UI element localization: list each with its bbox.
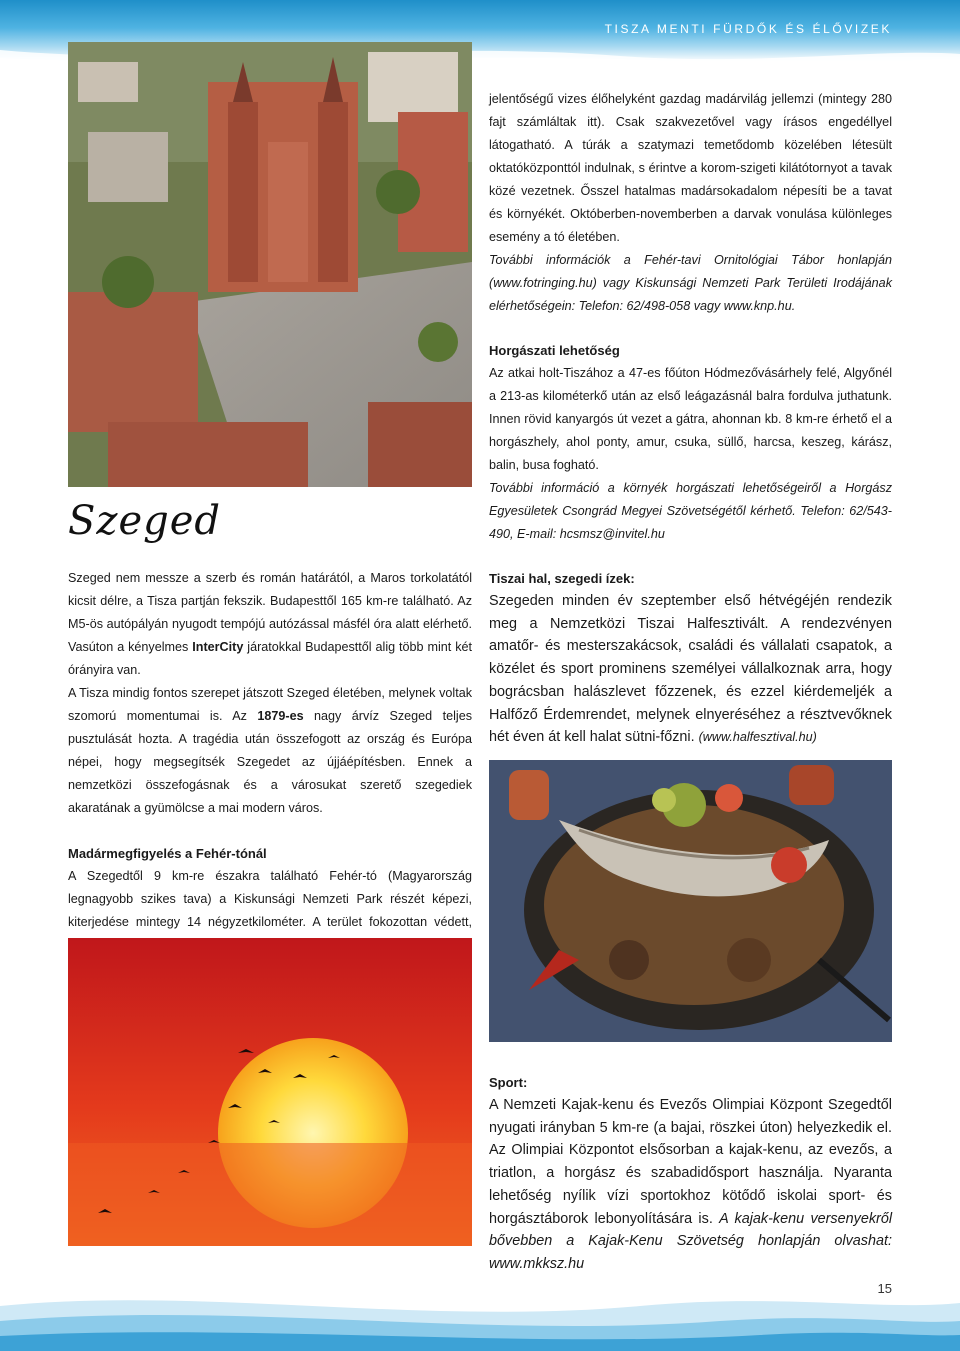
szeged-aerial-photo bbox=[68, 42, 472, 487]
szeged-title: Szeged bbox=[68, 498, 222, 544]
szeged-paragraph-2 bbox=[68, 682, 472, 820]
fishfest-heading: Tiszai hal, szegedi ízek: bbox=[489, 571, 635, 586]
szeged-p1c: járatokkal Budapesttől alig több mint két órányira van. bbox=[68, 640, 472, 677]
fishing-section bbox=[489, 339, 892, 546]
szeged-section bbox=[68, 567, 472, 820]
sport-section bbox=[489, 1071, 892, 1276]
intercity-highlight: InterCity bbox=[192, 640, 244, 654]
fishfest-paragraph bbox=[489, 590, 892, 749]
sport-paragraph bbox=[489, 1094, 892, 1276]
intro-paragraph: jelentőségű vizes élőhelyként gazdag madárvilág jellemzi (mintegy 280 fajt számláltak itt). Csak szakvezetővel vagy írásos engedéllyel látogatható. A túrák a szatymazi temetődomb közelében létesült oktatóközponttól indulnak, s érintve a korom-szigeti kilátótornyot a tavak közé vezetnek. Ősszel hatalmas madársokadalom népesíti be a tavat és környékét. Októberben-novemberben a darvak vonulása különleges esemény a tó életében. bbox=[489, 92, 892, 244]
szeged-p1a: Szeged nem messze a szerb és román határától, a Maros torkolatától kicsit délre, a Tisza partján fekszik. Budapesttől 165 km-re található. Az M5-ös autópályán nyugodt tempójú autózással másfél óra alatt elérhető. Vasúton a kényelmes bbox=[68, 571, 472, 654]
page-number: 15 bbox=[877, 1281, 892, 1296]
fish-dish-photo bbox=[489, 760, 892, 1042]
szeged-paragraph-1 bbox=[68, 567, 472, 682]
fishfest-link[interactable]: (www.halfesztival.hu) bbox=[698, 730, 817, 745]
birds-heading: Madármegfigyelés a Fehér-tónál bbox=[68, 846, 267, 861]
szeged-p2c: nagy árvíz Szeged teljes pusztulását hozta. A tragédia után összefogott az ország és Európa népei, hogy megsegítsék Szegedet az újjáépítésben. Ennek a nemzetközi összefogásnak és a városukat szerető szegediek akaratának a gyümölcse a mai modern város. bbox=[68, 709, 472, 815]
flood-year-highlight: 1879-es bbox=[257, 709, 304, 723]
section-title: TISZA MENTI FÜRDŐK ÉS ÉLŐVIZEK bbox=[604, 22, 892, 36]
footer-wave bbox=[0, 1281, 960, 1351]
fishfest-text: Szegeden minden év szeptember első hétvégéjén rendezik meg a Nemzetközi Tiszai Halfesztivált. A rendezvényen amatőr- és mesterszakácsok, családi és vállalati csapatok, a közélet és sport prominens személyei vállalkoznak arra, hogy bográcsban halászlevet főzzenek, és ezzel kiérdemeljék a Halfőző Érdemrendet, melynek elnyeréséhez a résztvevőknek hét éven át kell halat sütni-főzni. bbox=[489, 593, 892, 746]
intro-right-text bbox=[489, 88, 892, 318]
szeged-p2a: A Tisza mindig fontos szerepet játszott Szeged életében, melynek voltak szomorú momentumai is. Az bbox=[68, 686, 472, 723]
sport-heading: Sport: bbox=[489, 1075, 528, 1090]
sport-text: A Nemzeti Kajak-kenu és Evezős Olimpiai Központ Szegedtől nyugati irányban 5 km-re (a bajai, röszkei úton) helyezkedik el. Az Olimpiai Központot elsősorban a kajak-kenu, az evezős, a triatlon, a horgász és szabadidősport használja. Nyaranta lehetőség nyílik vízi sportokhoz kötődő iskolai sport- és horgásztáborok lebonyolítására is. bbox=[489, 1097, 892, 1227]
fishing-info-paragraph: További információ a környék horgászati lehetőségeiről a Horgász Egyesületek Csongrád Megyei Szövetségétől kérhető. Telefon: 62/543-490, E-mail: hcsmsz@invitel.hu bbox=[489, 481, 892, 541]
fishing-heading: Horgászati lehetőség bbox=[489, 343, 620, 358]
intro-info-paragraph: További információk a Fehér-tavi Ornitológiai Tábor honlapján (www.fotringing.hu) vagy Kiskunsági Nemzeti Park Területi Irodájának elérhetőségein: Telefon: 62/498-058 vagy www.knp.hu. bbox=[489, 253, 892, 313]
sunset-photo bbox=[68, 938, 472, 1246]
fishing-paragraph: Az atkai holt-Tiszához a 47-es főúton Hódmezővásárhely felé, Algyőnél a 213-as kilométerkő után az első leágazásnál balra fordulva juthatunk. Innen rövid kanyargós út vezet a gátra, ahonnan kb. 8 km-re érhető el a horgászhely, ahol ponty, amur, csuka, süllő, harcsa, keszeg, kárász, balin, busa fogható. bbox=[489, 366, 892, 472]
birds-paragraph: A Szegedtől 9 km-re északra található Fehér-tó (Magyarország legnagyobb szikes tava) a Kiskunsági Nemzeti Park részét képezi, kiterjedése mintegy 14 négyzetkilométer. A terület fokozottan védett, bbox=[68, 869, 472, 929]
sport-info: A kajak-kenu versenyekről bővebben a Kajak-Kenu Szövetség honlapján olvashat: www.mkksz.hu bbox=[489, 1210, 893, 1272]
fishfest-section bbox=[489, 567, 892, 749]
